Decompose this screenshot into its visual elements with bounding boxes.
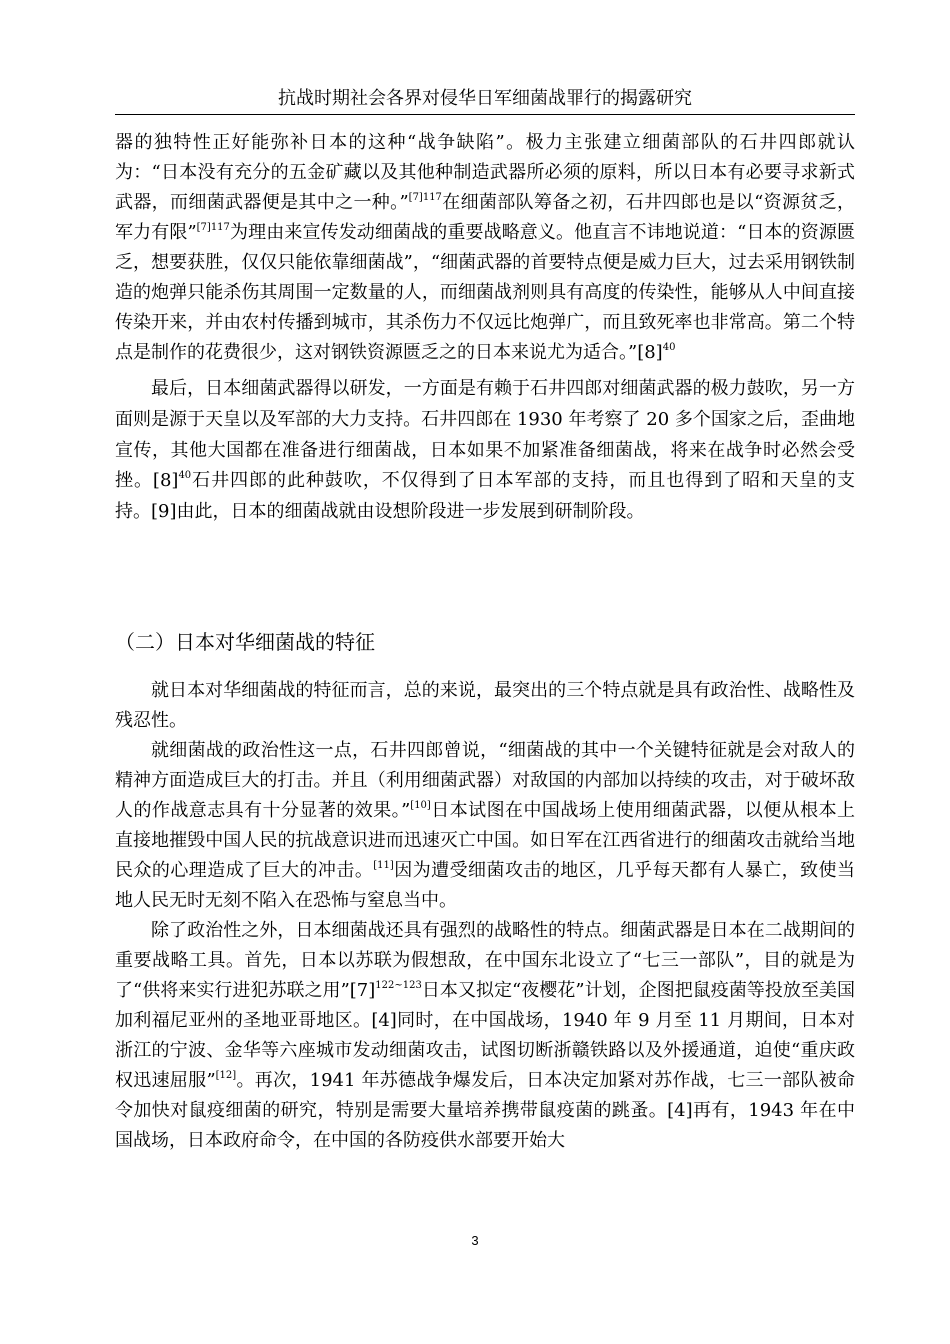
citation: 40 — [662, 342, 676, 353]
paragraph — [115, 374, 855, 528]
citation: [7]117 — [408, 192, 442, 203]
citation: 40 — [178, 470, 192, 482]
header-rule — [115, 114, 855, 115]
text-run: 石井四郎的此种鼓吹，不仅得到了日本军部的支持，而且也得到了昭和天皇的支持。[9]由此，日本的细菌战就由设想阶段进一步发展到研制阶段。 — [115, 470, 856, 523]
text-run: 因为遭受细菌攻击的地区，几乎每天都有人暴亡，致使当地人民无时无刻不陷入在恐怖与窒息当中。 — [115, 860, 856, 911]
paragraph — [115, 736, 855, 916]
citation: [11] — [373, 860, 394, 871]
paragraph — [115, 676, 855, 736]
body-upper — [115, 128, 855, 528]
page-number: 3 — [471, 1233, 479, 1248]
body-lower — [115, 676, 855, 1156]
text-run: 最后，日本细菌武器得以研发，一方面是有赖于石井四郎对细菌武器的极力鼓吹，另一方面则是源于天皇以及军部的大力支持。石井四郎在 1930 年考察了 20 多个国家之后，歪曲地宣传，其他大国都在准备进行细菌战，日本如果不加紧准备细菌战，将来在战争时必然会受挫。[8] — [115, 378, 855, 492]
citation: [12] — [215, 1070, 237, 1081]
text-run: 。再次，1941 年苏德战争爆发后，日本决定加紧对苏作战，七三一部队被命令加快对鼠疫细菌的研究，特别是需要大量培养携带鼠疫菌的跳蚤。[4]再有，1943 年在中国战场，日本政府命令，在中国的各防疫供水部要开始大 — [115, 1070, 855, 1151]
citation: [7]117 — [196, 222, 230, 233]
section-heading: （二）日本对华细菌战的特征 — [115, 630, 375, 654]
text-run: 日本试图在中国战场上使用细菌武器，以便从根本上直接地摧毁中国人民的抗战意识进而迅速灭亡中国。如日军在江西省进行的细菌攻击就给当地民众的心理造成了巨大的冲击。 — [115, 800, 856, 881]
running-header: 抗战时期社会各界对侵华日军细菌战罪行的揭露研究 — [278, 88, 692, 109]
citation: [10] — [410, 800, 431, 811]
text-run: 日本又拟定“夜樱花”计划，企图把鼠疫菌等投放至美国加利福尼亚州的圣地亚哥地区。[4]同时，在中国战场，1940 年 9 月至 11 月期间，日本对浙江的宁波、金华等六座城市发动细菌攻击，试图切断浙赣铁路以及外援通道，迫使“重庆政权迅速屈服” — [115, 980, 856, 1091]
text-run: 就细菌战的政治性这一点，石井四郎曾说，“细菌战的其中一个关键特征就是会对敌人的精神方面造成巨大的打击。并且（利用细菌武器）对敌国的内部加以持续的攻击，对于破坏敌人的作战意志具有十分显著的效果。” — [115, 740, 855, 821]
text-run: 在细菌部队筹备之初，石井四郎也是以“资源贫乏，军力有限” — [115, 192, 855, 243]
text-run: 为理由来宣传发动细菌战的重要战略意义。他直言不讳地说道：“日本的资源匮乏，想要获胜，仅仅只能依靠细菌战”，“细菌武器的首要特点便是威力巨大，过去采用钢铁制造的炮弹只能杀伤其周围一定数量的人，而细菌战剂则具有高度的传染性，能够从人中间直接传染开来，并由农村传播到城市，其杀伤力不仅远比炮弹广，而且致死率也非常高。第二个特点是制作的花费很少，这对钢铁资源匮乏之的日本来说尤为适合。”[8] — [115, 222, 856, 363]
citation: 122~123 — [375, 980, 422, 991]
text-run: 器的独特性正好能弥补日本的这种“战争缺陷”。极力主张建立细菌部队的石井四郎就认为：“日本没有充分的五金矿藏以及其他种制造武器所必须的原料，所以日本有必要寻求新式武器，而细菌武器便是其中之一种。” — [115, 132, 855, 213]
paragraph — [115, 916, 855, 1156]
paragraph-continuation — [115, 128, 855, 368]
text-run: 就日本对华细菌战的特征而言，总的来说，最突出的三个特点就是具有政治性、战略性及残忍性。 — [115, 680, 855, 731]
text-run: 除了政治性之外，日本细菌战还具有强烈的战略性的特点。细菌武器是日本在二战期间的重要战略工具。首先，日本以苏联为假想敌，在中国东北设立了“七三一部队”，目的就是为了“供将来实行进犯苏联之用”[7] — [115, 920, 855, 1001]
